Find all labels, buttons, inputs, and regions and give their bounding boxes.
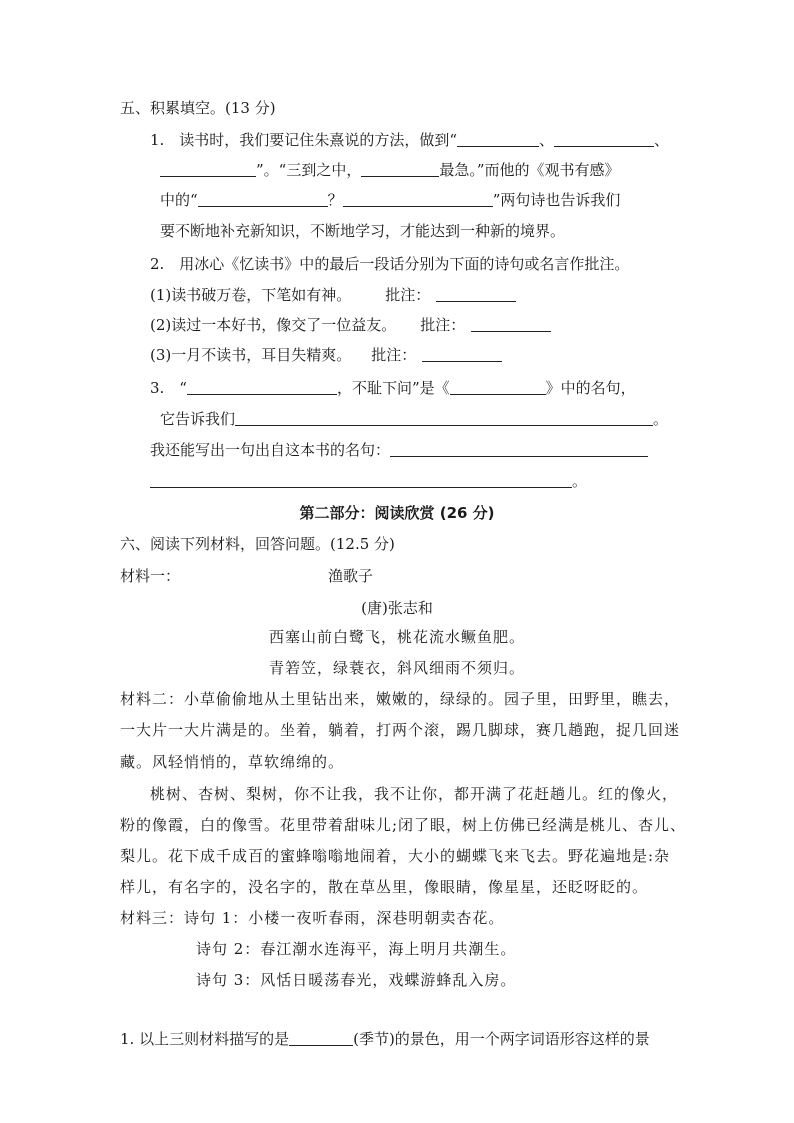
answer-blank[interactable]: [187, 379, 337, 395]
q1-text-h: ”两句诗也告诉我们: [492, 191, 621, 209]
material3-line: 诗句 3：风恬日暖荡春光，戏蝶游蜂乱入房。: [196, 971, 517, 989]
material2-line: 材料二：小草偷偷地从土里钻出来，嫩嫩的，绿绿的。园子里，田野里，瞧去，: [120, 690, 681, 708]
poem-title: 渔歌子: [328, 567, 374, 585]
q2-item-1: [150, 285, 516, 305]
answer-blank[interactable]: [390, 441, 648, 457]
q1-line2: [160, 160, 620, 180]
answer-blank[interactable]: [235, 410, 653, 426]
annotation-blank[interactable]: [436, 286, 516, 302]
q3-text-e: 。: [653, 410, 669, 428]
answer-blank[interactable]: [160, 161, 256, 177]
material2-line: 粉的像霞，白的像雪。花里带着甜味儿;闭了眼，树上仿佛已经满是桃儿、杏儿、: [120, 816, 687, 834]
material2-line: 桃树、杏树、梨树，你不让我，我不让你，都开满了花赶趟儿。红的像火，: [150, 785, 679, 803]
answer-blank[interactable]: [361, 161, 439, 177]
q1-text-a: 1. 读书时，我们要记住朱熹说的方法，做到“: [150, 131, 457, 149]
q1-text-d: ”。“三到之中，: [256, 161, 362, 179]
answer-blank[interactable]: [450, 379, 546, 395]
part2-title: 第二部分：阅读欣赏 (26 分): [299, 504, 495, 522]
material2-line: 藏。风轻悄悄的，草软绵绵的。: [120, 753, 345, 771]
q3-text-f: 我还能写出一句出自这本书的名句：: [150, 441, 391, 459]
q1-line1: [150, 130, 669, 150]
q3-line3: [150, 440, 648, 460]
q1-line4: 要不断地补充新知识，不断地学习，才能达到一种新的境界。: [160, 222, 566, 240]
annotation-label: 批注：: [371, 346, 417, 364]
material2-line: 梨儿。花下成千成百的蜜蜂嗡嗡地闹着，大小的蝴蝶飞来飞去。野花遍地是:杂: [120, 847, 671, 865]
annotation-blank[interactable]: [422, 346, 502, 362]
answer-blank[interactable]: [457, 131, 539, 147]
poem-line: 青箬笠，绿蓑衣，斜风细雨不须归。: [268, 659, 525, 677]
q3-text-a: 3. “: [150, 379, 187, 397]
q2-title: 2. 用冰心《忆读书》中的最后一段话分别为下面的诗句或名言作批注。: [150, 255, 630, 273]
s6-q1: [120, 1029, 650, 1049]
q1-text-c: 、: [654, 131, 670, 149]
answer-blank[interactable]: [150, 472, 572, 488]
poem-line: 西塞山前白鹭飞，桃花流水鳜鱼肥。: [268, 628, 525, 646]
answer-blank[interactable]: [198, 191, 328, 207]
q3-text-g: 。: [572, 472, 588, 490]
s6-q1-text-b: (季节)的景色，用一个两字词语形容这样的景: [353, 1030, 650, 1048]
q2-item-2: [150, 315, 551, 335]
q3-line2: [160, 409, 668, 429]
q1-text-b: 、: [538, 131, 554, 149]
q1-text-g: ？: [327, 191, 343, 209]
q2-item-text: (1)读书破万卷，下笔如有神。: [150, 286, 352, 304]
material3-line: 材料三：诗句 1：小楼一夜听春雨，深巷明朝卖杏花。: [120, 909, 505, 927]
annotation-label: 批注：: [385, 286, 431, 304]
q3-line1: [150, 378, 636, 398]
poem-author: (唐)张志和: [361, 599, 433, 617]
q1-text-f: 中的“: [160, 191, 198, 209]
q3-text-b: ，不耻下问”是《: [336, 379, 450, 397]
s6-q1-text-a: 1. 以上三则材料描写的是: [120, 1030, 290, 1048]
q3-line4: [150, 471, 587, 491]
material2-line: 样儿，有名字的，没名字的，散在草丛里，像眼睛，像星星，还眨呀眨的。: [120, 878, 649, 896]
q2-item-3: [150, 345, 502, 365]
material2-line: 一大片一大片满是的。坐着，躺着，打两个滚，踢几脚球，赛几趟跑，捉几回迷: [120, 721, 681, 739]
material1-label: 材料一：: [120, 567, 181, 585]
annotation-blank[interactable]: [471, 316, 551, 332]
q3-text-c: 》中的名句，: [545, 379, 636, 397]
q1-line3: [160, 190, 620, 210]
q3-text-d: 它告诉我们: [160, 410, 236, 428]
answer-blank[interactable]: [554, 131, 654, 147]
answer-blank[interactable]: [289, 1030, 353, 1046]
q2-item-text: (2)读过一本好书，像交了一位益友。: [150, 316, 397, 334]
material3-line: 诗句 2：春江潮水连海平，海上明月共潮生。: [196, 940, 517, 958]
q1-text-e: 最急。”而他的《观书有感》: [439, 161, 620, 179]
annotation-label: 批注：: [420, 316, 466, 334]
answer-blank[interactable]: [343, 191, 493, 207]
q2-item-text: (3)一月不读书，耳目失精爽。: [150, 346, 352, 364]
section5-title: 五、积累填空。(13 分): [120, 99, 276, 117]
section6-title: 六、阅读下列材料，回答问题。(12.5 分): [120, 535, 395, 553]
